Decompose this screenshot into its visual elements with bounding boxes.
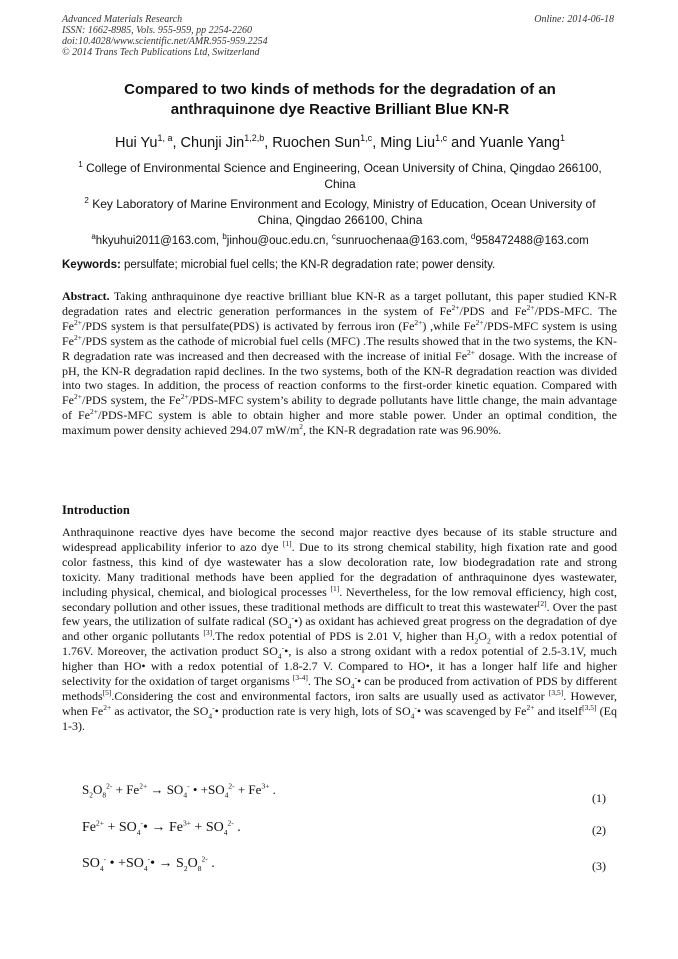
abstract-text: Taking anthraquinone dye reactive brilliant blue KN-R as a target pollutant, this paper studied KN-R degradation rates and electric generation performances in the system of Fe [62, 289, 617, 318]
email-list [62, 230, 618, 248]
keywords-label: Keywords: [62, 259, 121, 271]
superscript: 2+ [451, 302, 460, 312]
body-text: (Eq 1-3). [62, 703, 618, 733]
email-mark: b [222, 232, 227, 241]
issn: ISSN: 1662-8985, Vols. 955-959, pp 2254-2260 [62, 25, 252, 36]
superscript: - [140, 818, 144, 828]
eq-term: • +SO [106, 856, 144, 871]
abstract-text: /PDS and Fe [459, 303, 527, 318]
arrow-icon: → [147, 782, 167, 797]
subscript: 4 [208, 711, 213, 721]
abstract-text: /PDS system, the Fe [81, 393, 181, 408]
author-conjunction: and [451, 134, 476, 151]
body-text: . However, when Fe [62, 688, 618, 718]
superscript: 2+ [139, 781, 148, 791]
citation: [5] [102, 687, 112, 697]
email-mark: d [470, 232, 476, 241]
superscript: 2+ [74, 317, 82, 327]
superscript: 2- [201, 854, 208, 864]
section-heading: Introduction [62, 503, 130, 517]
abstract [62, 289, 617, 438]
affil-text: China, Qingdao 266100, China [257, 213, 423, 227]
eq-term: Fe [82, 820, 96, 835]
citation: [2] [537, 598, 547, 608]
eq-term: S [82, 782, 90, 797]
superscript: 2+ [96, 818, 104, 828]
equation-number: (2) [592, 823, 606, 837]
body-text: Anthraquinone reactive dyes have become the second major reactive dyes because of its stable structure and widespread applicability inferior to azo dye [62, 525, 617, 554]
superscript: 2+ [180, 392, 189, 402]
author: Chunji Jin [180, 134, 245, 151]
citation: [3-4] [292, 673, 308, 683]
author: Ruochen Sun [272, 134, 361, 151]
title-line-2: anthraquinone dye Reactive Brilliant Blue KN-R [170, 101, 510, 118]
superscript: - [281, 643, 285, 653]
subscript: 4 [350, 681, 355, 691]
eq-term: • → [150, 856, 177, 871]
affil-text: China [324, 177, 356, 191]
citation: [3] [203, 628, 213, 638]
abstract-text: /PDS-MFC. The Fe [62, 303, 617, 333]
paper-title [62, 80, 618, 120]
author-affil-mark: 1,c [360, 133, 373, 143]
superscript: - [212, 702, 215, 712]
abstract-text: /PDS system as the cathode of microbial fuel cells (MFC) .The results showed that in the two systems, the KN-R degradation rate was increased and then decreased with the increase of initial Fe [62, 333, 617, 363]
superscript: 3+ [261, 781, 270, 791]
eq-term: Fe [168, 820, 183, 835]
subscript: 2 [89, 790, 93, 800]
affiliation-1 [62, 157, 618, 192]
subscript: 2 [486, 636, 491, 646]
superscript: 3+ [182, 818, 191, 828]
abstract-text: /PDS system is that persulfate(PDS) is activated by ferrous iron (Fe [81, 318, 415, 333]
author: Hui Yu [114, 134, 158, 151]
eq-term: SO [82, 856, 100, 871]
eq-term: O [187, 856, 198, 871]
abstract-text: /PDS-MFC system’s ability to degrade pollutants have little change, the main advantage of Fe [62, 393, 617, 423]
email: sunruochenaa@163.com, [335, 234, 468, 247]
eq-term: + SO [103, 820, 137, 835]
subscript: 4 [224, 790, 229, 800]
equation-number: (1) [592, 791, 606, 805]
email: jinhou@ouc.edu.cn, [226, 234, 329, 247]
equation-3 [82, 856, 215, 872]
superscript: 2+ [526, 302, 535, 312]
body-text: •, is also a strong oxidant with a redox potential of 2.5-3.1V, much higher than HO• with a redox potential of 1.8-2.7 V. Compared to HO•, it has a longer half life and higher selectivity for the oxidation of target organisms [62, 644, 617, 689]
abstract-text: , the KN-R degradation rate was 96.90%. [303, 423, 502, 438]
body-text: O [478, 629, 487, 644]
eq-term: • → [143, 820, 169, 835]
superscript: - [147, 854, 151, 864]
superscript: 2+ [89, 407, 98, 417]
keywords-text: persulfate; microbial fuel cells; the KN-R degradation rate; power density. [124, 259, 496, 271]
author-affil-mark: 1,2,b [244, 133, 265, 143]
body-text: • production rate is very high, lots of SO [214, 703, 411, 718]
body-text: . The SO [307, 674, 351, 689]
eq-term: . [207, 856, 215, 871]
eq-term: + SO [190, 820, 224, 835]
subscript: 4 [277, 651, 282, 661]
eq-term: • +SO [189, 782, 225, 797]
subscript: 4 [287, 621, 292, 631]
body-text: . Nevertheless, for the low removal efficiency, high cost, secondary pollution and other issues, these traditional methods are difficult to treat this wastewater [62, 584, 617, 614]
citation: [3,5] [548, 687, 564, 697]
superscript: 2+ [414, 317, 423, 327]
email: hkyuhui2011@163.com, [95, 234, 220, 247]
subscript: 4 [143, 863, 148, 873]
superscript: - [187, 781, 190, 791]
citation: [3,5] [582, 702, 597, 712]
superscript: 2+ [467, 347, 476, 357]
superscript: 2- [228, 781, 235, 791]
eq-term: S [176, 856, 184, 871]
superscript: 2 [299, 422, 304, 432]
superscript: 2+ [526, 702, 535, 712]
author-affil-mark: 1 [560, 133, 566, 143]
author-affil-mark: 1,c [435, 133, 448, 143]
subscript: 8 [102, 790, 107, 800]
body-text: .The redox potential of PDS is 2.01 V, higher than H [212, 629, 475, 644]
equation-1 [82, 782, 276, 798]
eq-term: . [269, 782, 276, 797]
subscript: 8 [197, 863, 202, 873]
citation: [1] [330, 583, 340, 593]
eq-term: SO [166, 782, 184, 797]
body-text: and itself [534, 703, 583, 718]
abstract-label: Abstract. [62, 289, 110, 303]
journal-header [62, 14, 268, 58]
abstract-text: dosage. With the increase of pH, the KN-R degradation rapid declines. In the two systems, both of the KN-R degradation reaction was divided into two stages. In addition, the process of reaction conforms to the first-order kinetic equation. Compared with Fe [62, 348, 617, 408]
equation-number: (3) [592, 859, 606, 873]
subscript: 2 [474, 636, 479, 646]
author-list: Hui Yu$^{1, a}$, Chunji Jin$^{1,2,b}$, Ruochen Sun$^{1,c}$, Ming Liu$^{1,c}$ and Yuanle Yang$^1$ [114, 133, 566, 151]
superscript: - [291, 613, 295, 623]
affil-mark: 1 [78, 160, 83, 169]
equation-2 [82, 820, 241, 836]
email-mark: a [91, 232, 96, 241]
abstract-text: /PDS-MFC system is able to obtain higher and more stable power. Under an optimal condition, the maximum power density achieved 294.07 mW/m [62, 408, 617, 438]
affil-mark: 2 [84, 196, 89, 205]
superscript: - [103, 854, 107, 864]
eq-term: + Fe [234, 782, 262, 797]
body-text: • can be produced from activation of PDS by different methods [62, 674, 618, 703]
keywords [62, 258, 618, 273]
body-text: .Considering the cost and environmental factors, iron salts are usually used as activator [111, 688, 549, 703]
superscript: 2+ [74, 392, 82, 402]
body-text: • was scavenged by Fe [416, 703, 527, 718]
abstract-text: /PDS-MFC system is using Fe [62, 318, 617, 348]
author-affil-mark: 1, a [157, 133, 173, 143]
online-date: Online: 2014-06-18 [534, 14, 614, 25]
superscript: - [354, 673, 357, 683]
journal-name: Advanced Materials Research [62, 14, 183, 25]
superscript: 2- [106, 781, 113, 791]
superscript: 2+ [475, 317, 484, 327]
superscript: 2- [227, 818, 234, 828]
author: Ming Liu [380, 134, 436, 151]
superscript: - [414, 702, 417, 712]
doi: doi:10.4028/www.scientific.net/AMR.955-959.2254 [62, 36, 268, 47]
subscript: 4 [410, 711, 415, 721]
subscript: 4 [99, 863, 104, 873]
author: Yuanle Yang [479, 134, 560, 151]
body-text: . Due to its strong chemical stability, high fixation rate and good color fastness, this kind of dye wastewater has a slow decoloration rate, low biodegradation rate and strong toxicity. Many traditional methods have been applied for the degradation of anthraquinone dyes wastewater, including physical, chemical, and biological processes [62, 539, 617, 599]
subscript: 4 [223, 827, 228, 837]
superscript: 2+ [74, 332, 82, 342]
eq-term: . [233, 820, 241, 835]
subscript: 2 [183, 863, 188, 873]
body-text: as activator, the SO [111, 703, 209, 718]
affil-text: College of Environmental Science and Engineering, Ocean University of China, Qingdao 266100, [86, 161, 602, 175]
affil-text: Key Laboratory of Marine Environment and Ecology, Ministry of Education, Ocean University of [92, 197, 596, 211]
eq-term: + Fe [112, 782, 140, 797]
affiliation-2 [62, 193, 618, 228]
citation: [1] [282, 538, 292, 548]
introduction-body [62, 525, 617, 734]
subscript: 4 [183, 790, 188, 800]
copyright: © 2014 Trans Tech Publications Ltd, Switzerland [62, 47, 260, 58]
superscript: 2+ [103, 702, 112, 712]
email-mark: c [331, 232, 336, 241]
abstract-text: ) ,while Fe [422, 318, 476, 333]
subscript: 4 [136, 827, 141, 837]
body-text: with a redox potential of 1.76V. Moreover, the activation product SO [62, 629, 617, 659]
body-text: •) as oxidant has achieved great progress on the degradation of dye and other organic pollutants [62, 614, 617, 644]
title-line-1: Compared to two kinds of methods for the degradation of an [124, 81, 556, 98]
eq-term: O [92, 782, 103, 797]
body-text: . Over the past few years, the utilization of sulfate radical (SO [62, 599, 617, 629]
email: 958472488@163.com [475, 234, 589, 247]
